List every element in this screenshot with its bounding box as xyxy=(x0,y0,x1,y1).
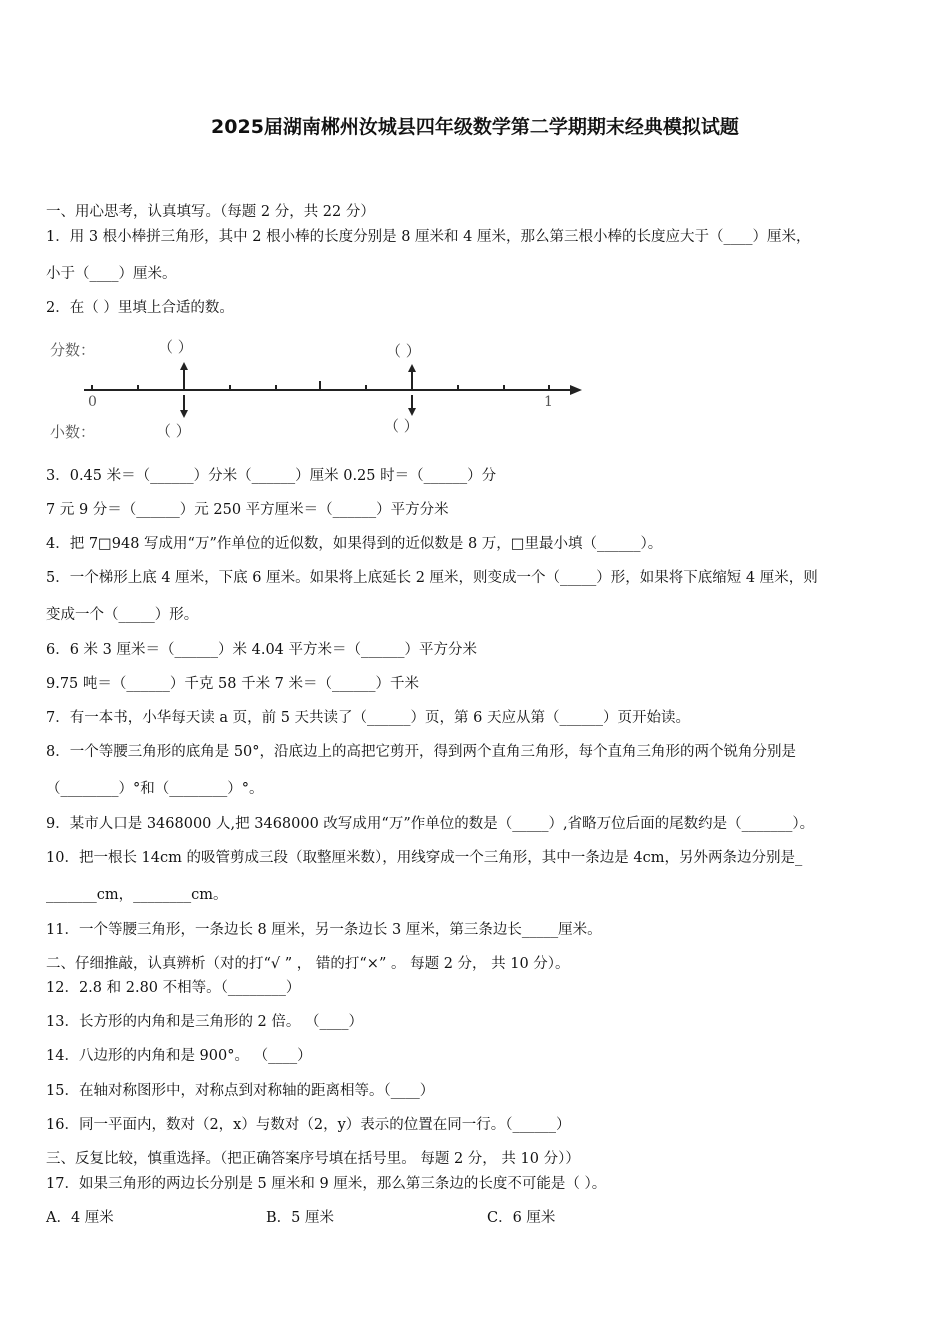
question-15: 15．在轴对称图形中，对称点到对称轴的距离相等。（____） xyxy=(46,1083,435,1099)
question-9: 9．某市人口是 3468000 人,把 3468000 改写成用“万”作单位的数是（_____）,省略万位后面的尾数约是（_______）。 xyxy=(46,816,815,832)
question-8-line-2: （________）°和（________）°。 xyxy=(46,781,264,797)
question-3-line-2: 7 元 9 分＝（______）元 250 平方厘米＝（______）平方分米 xyxy=(46,502,449,518)
question-1-line-1: 1．用 3 根小棒拼三角形，其中 2 根小棒的长度分别是 8 厘米和 4 厘米，那么第三根小棒的长度应大于（____）厘米， xyxy=(46,229,811,245)
question-7: 7．有一本书，小华每天读 a 页，前 5 天共读了（______）页，第 6 天应从第（______）页开始读。 xyxy=(46,710,690,726)
question-6-line-2: 9.75 吨＝（______）千克 58 千米 7 米＝（______）千米 xyxy=(46,676,420,692)
fraction-blank-1: （ ） xyxy=(158,338,193,356)
fraction-blank-2: （ ） xyxy=(386,342,421,360)
axis-start-label: 0 xyxy=(88,394,97,410)
option-c: C．6 厘米 xyxy=(487,1210,556,1226)
question-16: 16．同一平面内，数对（2，x）与数对（2，y）表示的位置在同一行。（______） xyxy=(46,1117,571,1133)
question-5-line-1: 5．一个梯形上底 4 厘米，下底 6 厘米。如果将上底延长 2 厘米，则变成一个（_____）形，如果将下底缩短 4 厘米，则 xyxy=(46,570,818,586)
question-13: 13．长方形的内角和是三角形的 2 倍。 （____） xyxy=(46,1014,364,1030)
decimal-label: 小数： xyxy=(50,423,96,441)
question-12: 12．2.8 和 2.80 不相等。（________） xyxy=(46,980,301,996)
option-b: B．5 厘米 xyxy=(266,1210,334,1226)
page-title: 2025届湖南郴州汝城县四年级数学第二学期期末经典模拟试题 xyxy=(211,116,739,138)
question-14: 14．八边形的内角和是 900°。 （____） xyxy=(46,1048,312,1064)
section-3-heading: 三、反复比较，慎重选择。（把正确答案序号填在括号里。 每题 2 分， 共 10 分）） xyxy=(46,1151,580,1167)
section-2-heading: 二、仔细推敲，认真辨析（对的打“√ ” ， 错的打“×” 。 每题 2 分， 共 10 分）。 xyxy=(46,956,570,972)
question-10-line-1: 10．把一根长 14cm 的吸管剪成三段（取整厘米数），用线穿成一个三角形，其中一条边是 4cm，另外两条边分别是_ xyxy=(46,850,803,866)
decimal-blank-2: （ ） xyxy=(384,417,419,435)
fraction-label: 分数： xyxy=(50,341,96,359)
question-5-line-2: 变成一个（_____）形。 xyxy=(46,607,199,623)
question-11: 11．一个等腰三角形，一条边长 8 厘米，另一条边长 3 厘米，第三条边长_____厘米。 xyxy=(46,922,602,938)
section-1-heading: 一、用心思考，认真填写。（每题 2 分，共 22 分） xyxy=(46,204,375,220)
axis-arrow-icon xyxy=(570,385,582,395)
question-17: 17．如果三角形的两边长分别是 5 厘米和 9 厘米，那么第三条边的长度不可能是（ ）。 xyxy=(46,1176,607,1192)
question-4: 4．把 7□948 写成用“万”作单位的近似数，如果得到的近似数是 8 万，□里最小填（______）。 xyxy=(46,536,663,552)
question-1-line-2: 小于（____）厘米。 xyxy=(46,266,177,282)
question-3-line-1: 3．0.45 米＝（______）分米（______）厘米 0.25 时＝（______）分 xyxy=(46,468,497,484)
question-6-line-1: 6．6 米 3 厘米＝（______）米 4.04 平方米＝（______）平方分米 xyxy=(46,642,478,658)
question-2: 2．在（ ）里填上合适的数。 xyxy=(46,300,234,316)
axis-ticks xyxy=(92,381,549,390)
number-line-svg xyxy=(46,335,606,445)
option-a: A．4 厘米 xyxy=(46,1210,114,1226)
decimal-blank-1: （ ） xyxy=(156,422,191,440)
question-10-line-2: _______cm，________cm。 xyxy=(46,887,228,903)
question-8-line-1: 8．一个等腰三角形的底角是 50°，沿底边上的高把它剪开，得到两个直角三角形，每个直角三角形的两个锐角分别是 xyxy=(46,744,797,760)
axis-end-label: 1 xyxy=(544,394,553,410)
number-line-figure xyxy=(46,335,606,445)
